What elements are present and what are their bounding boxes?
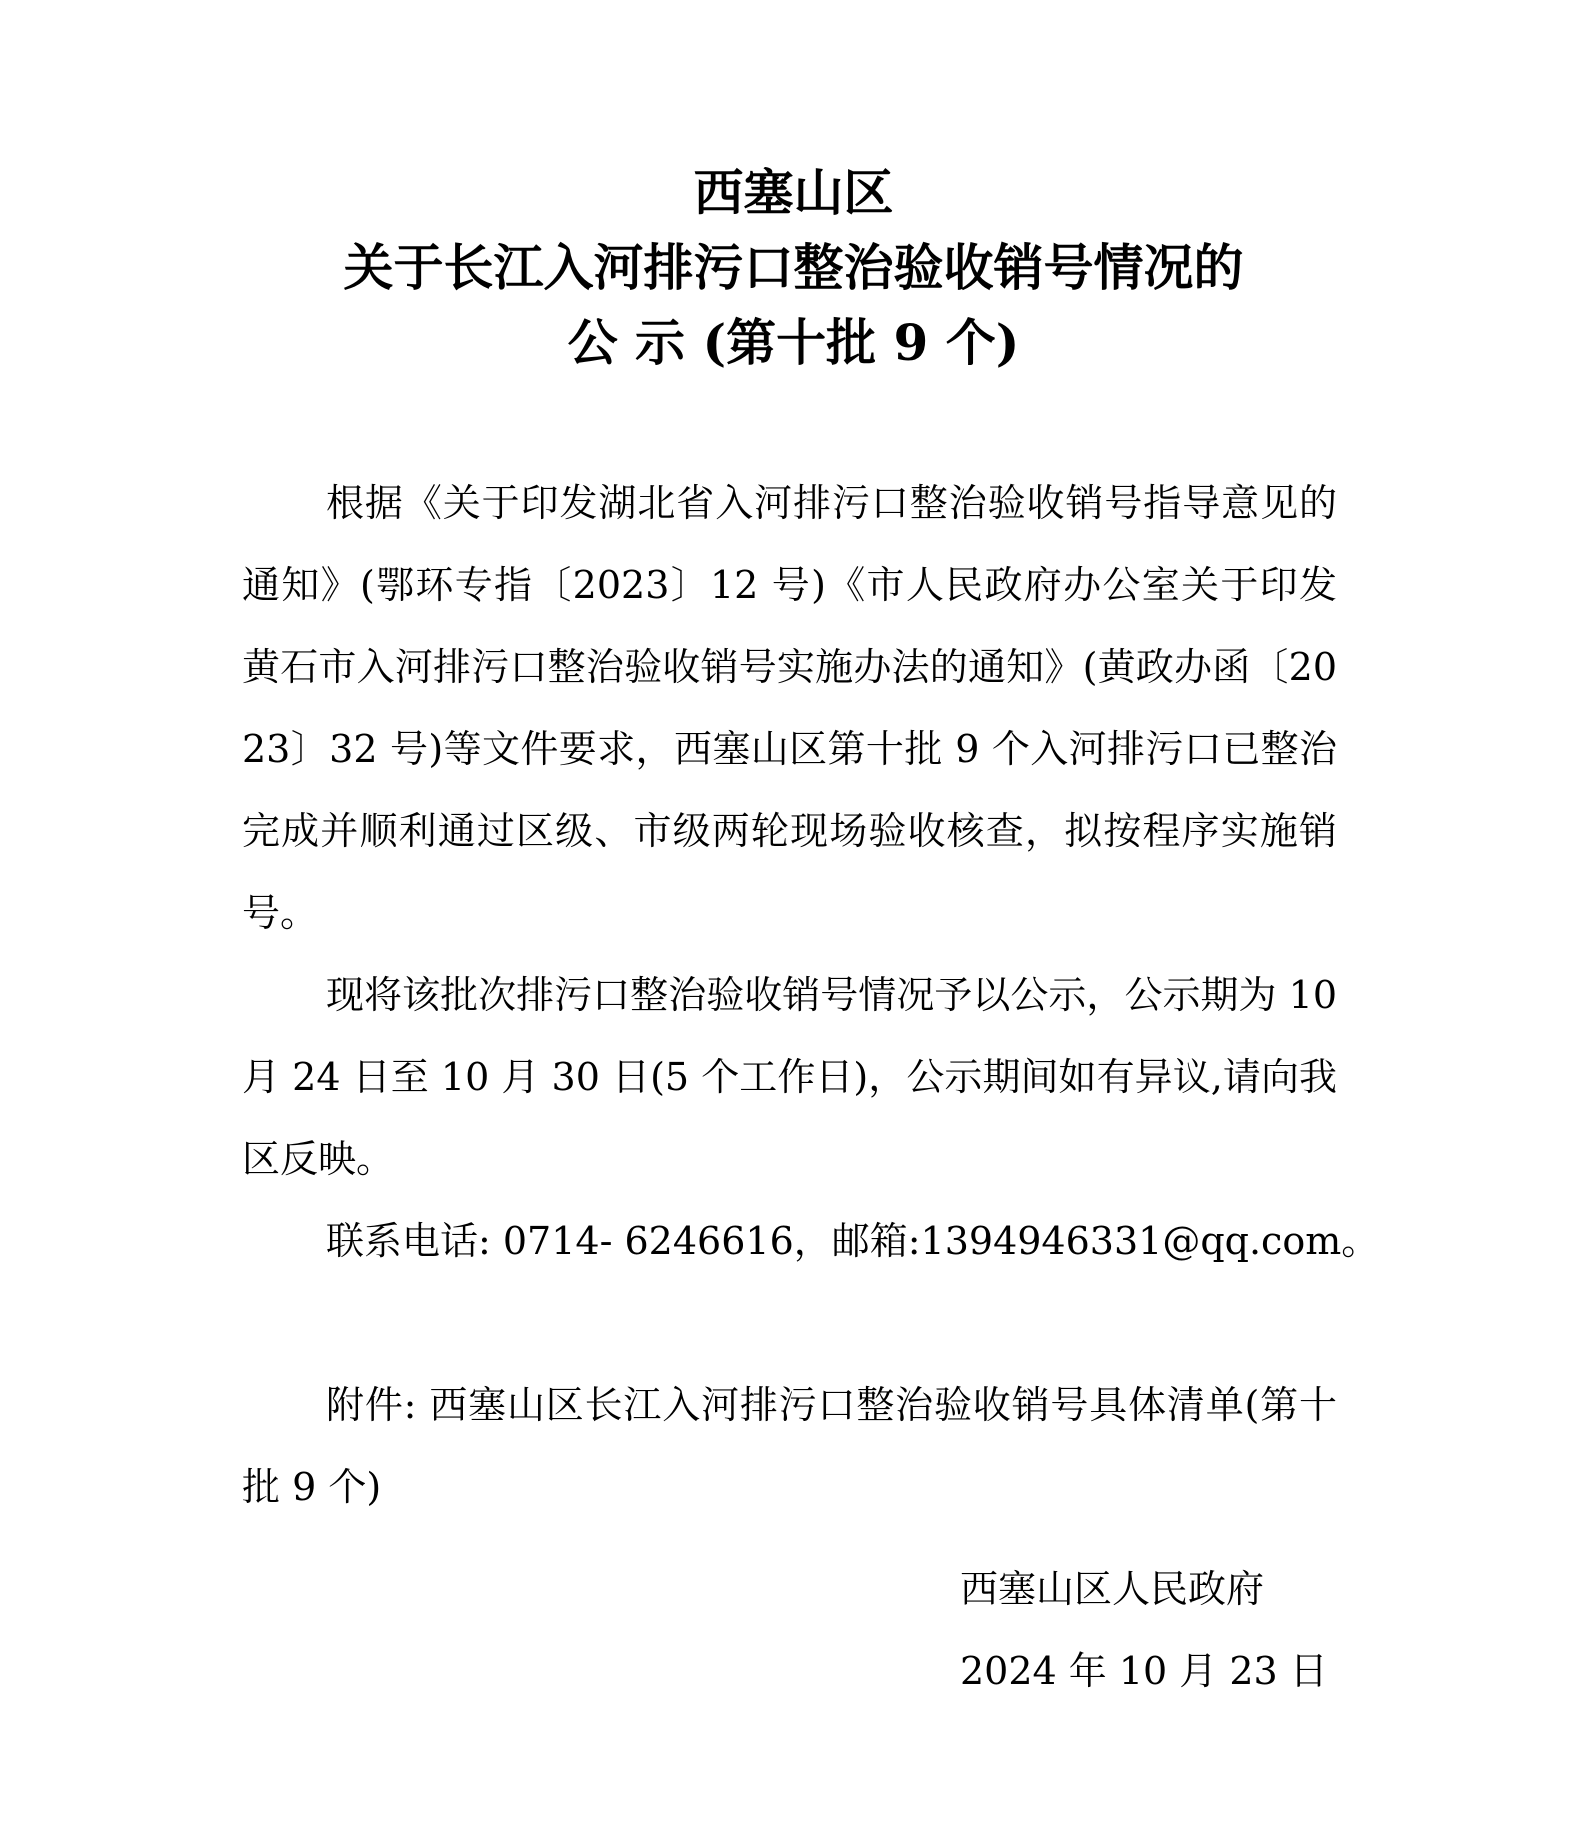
blank-line <box>242 1282 1337 1364</box>
document-title <box>200 155 1387 380</box>
contact-info: 联系电话: 0714- 6246616，邮箱:1394946331@qq.com。 <box>326 1219 1380 1263</box>
title-line-notice: 公 示 (第十批 9 个) <box>567 313 1020 372</box>
body-paragraph-basis: 根据《关于印发湖北省入河排污口整治验收销号指导意见的通知》(鄂环专指〔2023〕12 号)《市人民政府办公室关于印发黄石市入河排污口整治验收销号实施办法的通知》(黄政办函〔2023〕32 号)等文件要求，西塞山区第十批 9 个入河排污口已整治完成并顺利通过区级、市级两轮现场验收核查，拟按程序实施销号。 <box>242 481 1337 935</box>
attachment-note: 附件: 西塞山区长江入河排污口整治验收销号具体清单(第十批 9 个) <box>242 1383 1337 1509</box>
signature-date: 2024 年 10 月 23 日 <box>960 1649 1328 1693</box>
body-paragraph-period: 现将该批次排污口整治验收销号情况予以公示，公示期为 10 月 24 日至 10 月 30 日(5 个工作日)，公示期间如有异议,请向我区反映。 <box>242 973 1337 1181</box>
title-line-subject: 关于长江入河排污口整治验收销号情况的 <box>343 238 1244 297</box>
signature-organization: 西塞山区人民政府 <box>960 1567 1265 1611</box>
document-body <box>242 462 1380 1528</box>
signature-block <box>960 1548 1340 1712</box>
title-line-district: 西塞山区 <box>693 163 894 222</box>
